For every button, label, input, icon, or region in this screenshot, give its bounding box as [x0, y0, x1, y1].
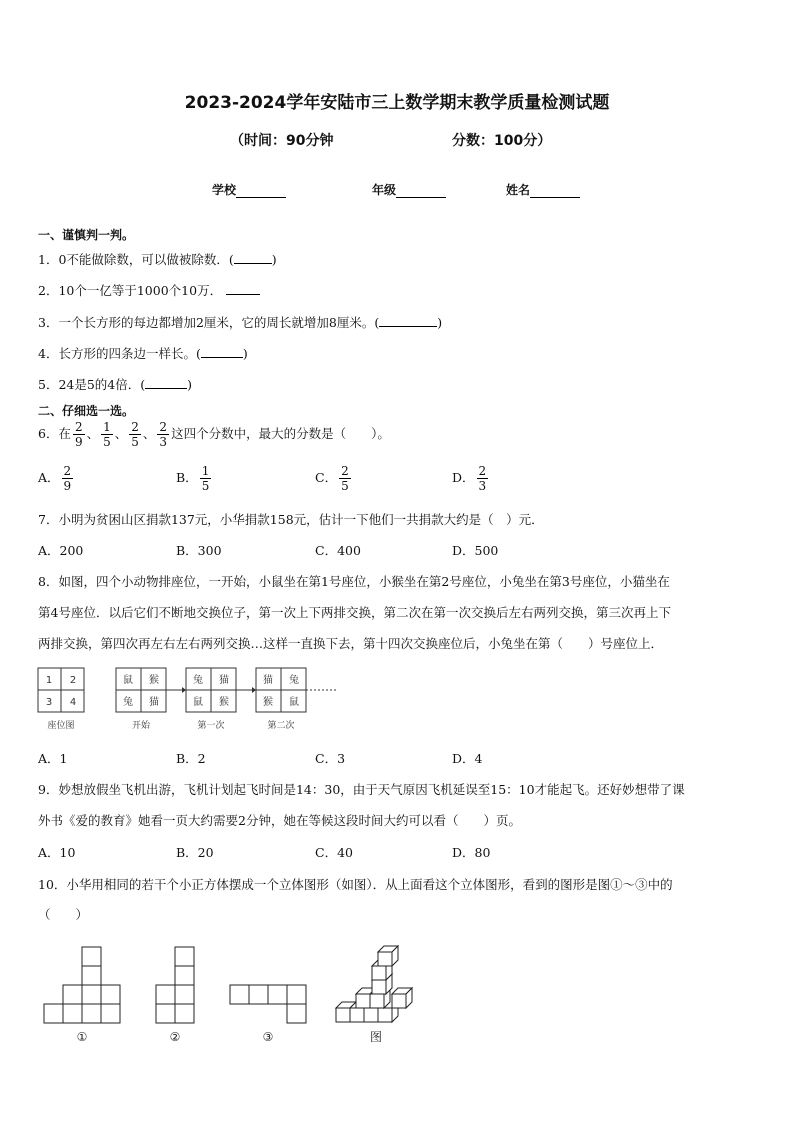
grade-field[interactable] [372, 181, 446, 198]
answer-blank[interactable] [234, 253, 272, 264]
second-cell: 猫 [263, 675, 273, 686]
start-cell: 鼠 [123, 675, 133, 686]
start-cell: 猴 [149, 675, 159, 686]
first-cell: 猫 [219, 675, 229, 686]
grade-label: 年级 [372, 183, 397, 197]
view-2 [156, 947, 194, 1023]
name-blank[interactable] [530, 185, 580, 198]
q6-option-b[interactable]: B． $\frac{1}{5}$ [176, 464, 210, 493]
fraction: $\frac{2}{9}$ [74, 420, 83, 449]
q6-option-c[interactable]: C． $\frac{2}{5}$ [315, 464, 349, 493]
q8-option-d[interactable]: D．4 [452, 751, 483, 766]
q9-option-d[interactable]: D．80 [452, 845, 491, 860]
school-field[interactable] [212, 181, 286, 198]
question-8-line-2: 第4号座位．以后它们不断地交换位子，第一次上下两排交换，第二次在第一次交换后左右两列交换，第三次再上下 [38, 605, 671, 620]
school-blank[interactable] [236, 185, 286, 198]
seat-caption: 座位图 [47, 721, 75, 731]
figure-label: 图 [369, 1030, 383, 1044]
fraction: $\frac{2}{3}$ [159, 420, 168, 449]
grade-blank[interactable] [396, 185, 446, 198]
answer-blank[interactable] [145, 378, 187, 389]
answer-blank[interactable] [226, 284, 260, 295]
section-judge-heading: 一、谨慎判一判。 [38, 228, 135, 242]
judge-question-3: 3．一个长方形的每边都增加2厘米，它的周长就增加8厘米。( ) [38, 315, 443, 330]
question-6: 6．在 $\frac{2}{9}$ 、 $\frac{1}{5}$ 、 $\frac{2}{5}$ 、 $\frac{2}{3}$ 这四个分数中，最大的分数是（ ）。 [38, 420, 390, 449]
q9-option-b[interactable]: B．20 [176, 845, 214, 860]
q7-option-b[interactable]: B．300 [176, 543, 222, 558]
q9-option-a[interactable]: A．10 [38, 845, 76, 860]
start-cell: 猫 [149, 697, 159, 708]
q7-option-c[interactable]: C．400 [315, 543, 361, 558]
page-title: 2023-2024学年安陆市三上数学期末教学质量检测试题 [184, 93, 610, 113]
question-9-line-1: 9．妙想放假坐飞机出游，飞机计划起飞时间是14：30，由于天气原因飞机延误至15：10才能起飞。还好妙想带了课 [38, 782, 685, 797]
answer-blank[interactable] [379, 316, 437, 327]
judge-question-1: 1．0不能做除数，可以做被除数．( ) [38, 252, 277, 267]
judge-question-5: 5．24是5的4倍．( ) [38, 377, 193, 392]
fraction: $\frac{1}{5}$ [103, 420, 111, 449]
q7-option-d[interactable]: D．500 [452, 543, 499, 558]
first-caption: 第一次 [197, 721, 225, 731]
judge-question-4: 4．长方形的四条边一样长。( ) [38, 346, 248, 361]
seat-cell: 1 [45, 675, 53, 686]
second-cell: 兔 [289, 675, 299, 686]
second-cell: 鼠 [289, 697, 299, 708]
judge-question-2: 2．10个一亿等于1000个10万． [38, 281, 260, 299]
q7-option-a[interactable]: A．200 [38, 543, 84, 558]
exam-time: （时间：90分钟 [230, 133, 334, 149]
question-9-line-2: 外书《爱的教育》她看一页大约需要2分钟，她在等候这段时间大约可以看（ ）页。 [38, 813, 521, 828]
view-3-label: ③ [262, 1030, 274, 1044]
school-label: 学校 [212, 183, 237, 197]
q6-option-a[interactable]: A． $\frac{2}{9}$ [38, 464, 72, 493]
view-1 [44, 947, 120, 1023]
question-7: 7．小明为贫困山区捐款137元，小华捐款158元，估计一下他们一共捐款大约是（ ）元． [38, 512, 544, 527]
name-label: 姓名 [506, 183, 531, 197]
arrow-icon [252, 687, 256, 693]
q8-option-c[interactable]: C．3 [315, 751, 346, 766]
start-caption: 开始 [131, 721, 151, 731]
seat-cell: 2 [69, 675, 77, 686]
question-10-line-2: （ ） [38, 907, 89, 922]
question-8-line-3: 两排交换，第四次再左右左右两列交换…这样一直换下去，第十四次交换座位后，小兔坐在第（ ）号座位上． [38, 636, 664, 651]
question-8-line-1: 8．如图，四个小动物排座位，一开始，小鼠坐在第1号座位，小猴坐在第2号座位，小兔坐在第3号座位，小猫坐在 [38, 574, 670, 589]
arrow-icon [182, 687, 186, 693]
exam-score: 分数：100分） [452, 133, 552, 149]
answer-blank[interactable] [201, 347, 243, 358]
second-caption: 第二次 [267, 721, 295, 731]
view-2-label: ② [169, 1030, 181, 1044]
cube-views-figure [36, 938, 456, 1048]
cube-stack [336, 946, 412, 1022]
view-3 [230, 985, 306, 1023]
section-choice-heading: 二、仔细选一选。 [38, 404, 135, 418]
seat-cell: 4 [69, 697, 77, 708]
q8-option-a[interactable]: A．1 [38, 751, 68, 766]
q6-option-d[interactable]: D． $\frac{2}{3}$ [452, 464, 487, 493]
seat-swap-figure [36, 664, 356, 736]
q8-option-b[interactable]: B．2 [176, 751, 206, 766]
start-cell: 兔 [123, 697, 133, 708]
fraction: $\frac{2}{5}$ [131, 420, 139, 449]
name-field[interactable] [506, 181, 580, 198]
first-cell: 鼠 [193, 697, 203, 708]
first-cell: 兔 [193, 675, 203, 686]
view-1-label: ① [76, 1030, 88, 1044]
seat-cell: 3 [45, 697, 53, 708]
second-cell: 猴 [263, 697, 273, 708]
first-cell: 猴 [219, 697, 229, 708]
q9-option-c[interactable]: C．40 [315, 845, 353, 860]
question-10-line-1: 10．小华用相同的若干个小正方体摆成一个立体图形（如图）．从上面看这个立体图形，看到的图形是图①～③中的 [38, 877, 673, 892]
